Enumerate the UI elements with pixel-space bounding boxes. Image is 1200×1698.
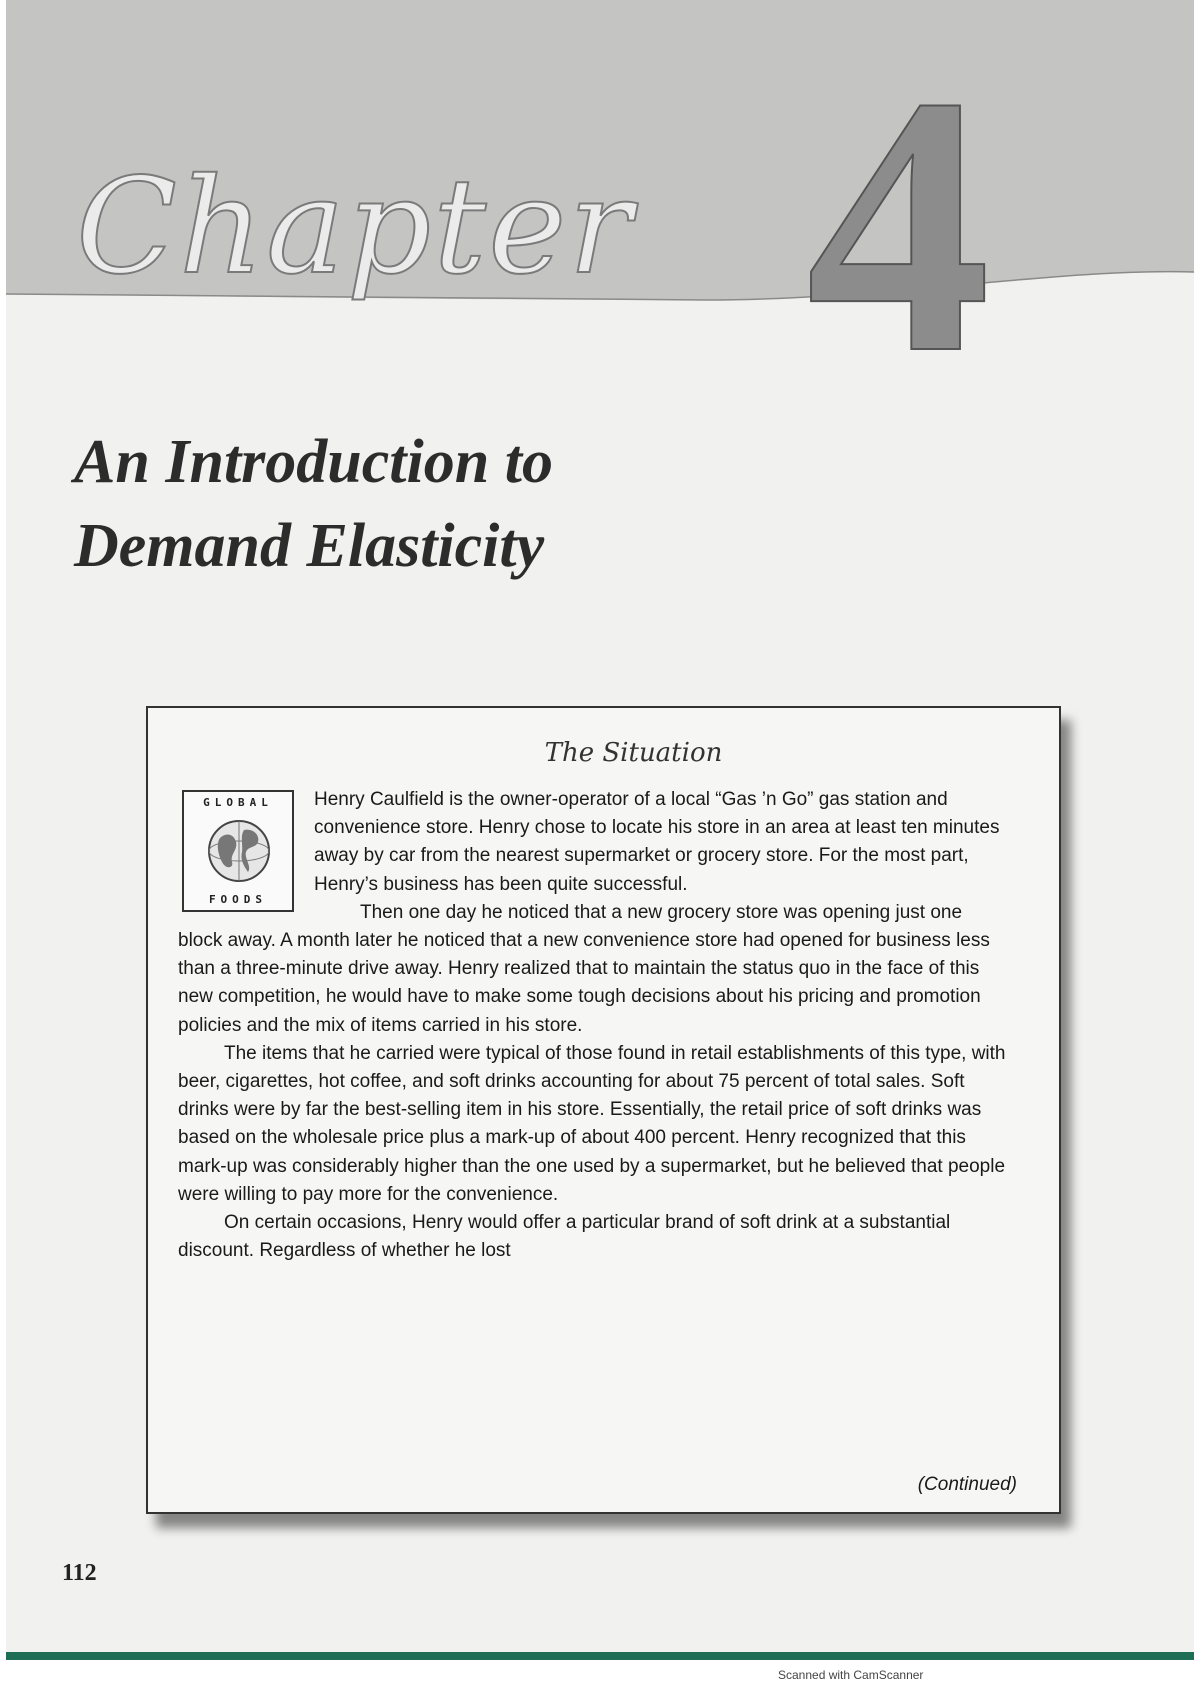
chapter-title-line-1: An Introduction to <box>74 428 553 496</box>
chapter-number: 4 <box>806 20 991 430</box>
chapter-title <box>74 420 874 588</box>
globe-icon <box>206 816 272 886</box>
bottom-band <box>6 1652 1194 1660</box>
logo-top-text: GLOBAL <box>203 796 273 809</box>
situation-paragraph-1: Henry Caulfield is the owner-operator of a local “Gas ’n Go” gas station and convenience store. Henry chose to locate his store in an area at least ten minutes away by car from the nearest supermarket or grocery store. For the most part, Henry’s business has been quite successful. <box>314 789 1000 895</box>
situation-paragraph-3: The items that he carried were typical of those found in retail establishments of this type, with beer, cigarettes, hot coffee, and soft drinks accounting for about 75 percent of total sales. Soft drinks were by far the best-selling item in his store. Essentially, the retail price of soft drinks was based on the wholesale price plus a mark-up of about 400 percent. Henry recognized that this mark-up was considerably higher than the one used by a supermarket, but he believed that people were willing to pay more for the convenience. <box>178 1042 1006 1205</box>
continued-label: (Continued) <box>917 1474 1017 1495</box>
book-page <box>6 0 1194 1660</box>
situation-box <box>146 706 1061 1514</box>
situation-heading: The Situation <box>544 738 723 768</box>
situation-paragraph-2: Then one day he noticed that a new grocery store was opening just one block away. A month later he noticed that a new convenience store had opened for business less than a three-minute drive away. Henry realized that to maintain the status quo in the face of this new competition, he would have to make some tough decisions about his pricing and promotion policies and the mix of items carried in his store. <box>178 901 990 1036</box>
situation-paragraph-4: On certain occasions, Henry would offer a particular brand of soft drink at a substantial discount. Regardless of whether he lost <box>178 1212 951 1262</box>
logo-bottom-text: FOODS <box>208 893 268 906</box>
page-number: 112 <box>62 1560 97 1586</box>
scanner-watermark: Scanned with CamScanner <box>778 1668 924 1682</box>
chapter-title-line-2: Demand Elasticity <box>74 512 545 580</box>
chapter-label: Chapter <box>76 150 634 304</box>
global-foods-logo <box>182 790 294 912</box>
